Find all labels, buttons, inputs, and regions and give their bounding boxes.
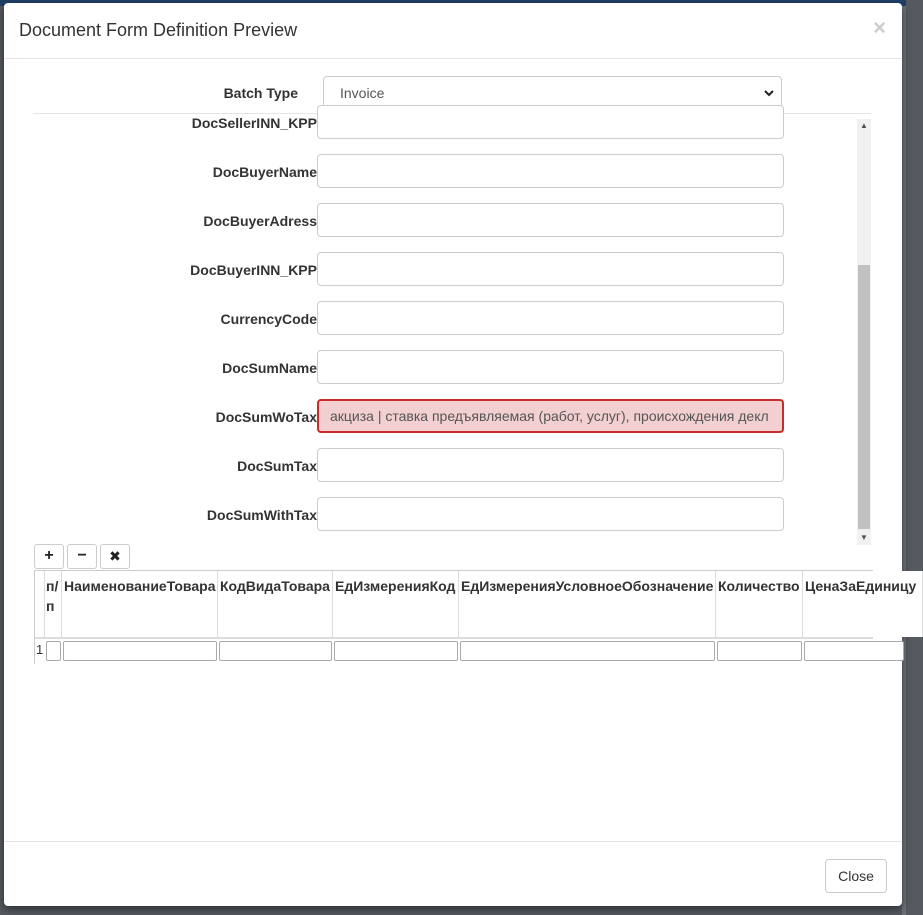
field-label: DocBuyerName xyxy=(212,164,317,180)
field-input-currencycode[interactable] xyxy=(317,301,784,335)
grid-header-separator xyxy=(35,637,873,639)
column-header[interactable]: п/п xyxy=(45,571,62,637)
vertical-scrollbar[interactable] xyxy=(857,119,871,545)
field-input-docbuyerinn-kpp[interactable] xyxy=(317,252,784,286)
field-label: DocSellerINN_KPP xyxy=(191,115,317,131)
field-row xyxy=(33,399,857,433)
cell-input[interactable] xyxy=(219,641,332,661)
minus-icon: − xyxy=(77,547,87,564)
column-header[interactable]: КодВидаТовара xyxy=(218,571,333,637)
field-row xyxy=(33,105,857,139)
field-input-docsumtax[interactable] xyxy=(317,448,784,482)
field-label: DocSumTax xyxy=(237,458,317,474)
field-row xyxy=(33,252,857,286)
field-row xyxy=(33,448,857,482)
remove-row-button[interactable] xyxy=(67,544,97,569)
field-label: DocSumName xyxy=(222,360,317,376)
field-label: DocBuyerINN_KPP xyxy=(190,262,317,278)
field-row xyxy=(33,154,857,188)
field-input-docbuyeradress[interactable] xyxy=(317,203,784,237)
modal-title: Document Form Definition Preview xyxy=(19,20,298,40)
row-number: 1 xyxy=(36,642,44,657)
modal-header xyxy=(4,3,902,59)
cell-input[interactable] xyxy=(63,641,217,661)
background-page-strip xyxy=(902,6,906,915)
column-header[interactable]: НаименованиеТовара xyxy=(62,571,218,637)
close-button[interactable]: Close xyxy=(825,859,887,893)
cell-input[interactable] xyxy=(804,641,904,661)
field-label: DocSumWoTax xyxy=(215,409,317,425)
field-input-docsellerinn-kpp[interactable] xyxy=(317,105,784,139)
add-row-button[interactable] xyxy=(34,544,64,569)
times-icon: ✖ xyxy=(109,548,121,564)
cell-input[interactable] xyxy=(460,641,715,661)
batch-type-label: Batch Type xyxy=(223,85,298,101)
field-input-docsumwotax[interactable]: акциза | ставка предъявляемая (работ, услуг), происхождения декл xyxy=(317,399,784,433)
field-label: DocBuyerAdress xyxy=(203,213,317,229)
field-input-docbuyername[interactable] xyxy=(317,154,784,188)
chevron-down-icon xyxy=(763,87,775,99)
plus-icon: + xyxy=(44,547,54,564)
field-input-docsumwithtax[interactable] xyxy=(317,497,784,531)
close-icon[interactable]: × xyxy=(873,15,886,40)
column-header[interactable]: Количество xyxy=(716,571,803,637)
scrollbar-thumb[interactable] xyxy=(858,265,870,529)
cell-input[interactable] xyxy=(334,641,458,661)
field-input-docsumname[interactable] xyxy=(317,350,784,384)
form-fields-scroll-area xyxy=(33,114,871,545)
cell-input[interactable] xyxy=(46,641,61,661)
items-grid xyxy=(34,570,917,664)
scroll-up-icon[interactable]: ▲ xyxy=(860,121,868,130)
column-header[interactable]: ЕдИзмеренияУсловноеОбозначение xyxy=(459,571,716,637)
preview-modal xyxy=(4,3,917,906)
field-row xyxy=(33,350,857,384)
column-header[interactable]: ЦенаЗаЕдиницу xyxy=(803,571,923,637)
field-row xyxy=(33,301,857,335)
field-row xyxy=(33,497,857,531)
field-label: CurrencyCode xyxy=(220,311,317,327)
batch-type-value: Invoice xyxy=(340,85,385,101)
row-number-header xyxy=(35,571,45,637)
field-label: DocSumWithTax xyxy=(206,507,317,523)
field-row xyxy=(33,203,857,237)
cell-input[interactable] xyxy=(717,641,802,661)
delete-row-button[interactable] xyxy=(100,544,130,569)
scroll-down-icon[interactable]: ▼ xyxy=(860,533,868,542)
modal-footer xyxy=(4,841,902,906)
column-header[interactable]: ЕдИзмеренияКод xyxy=(333,571,459,637)
